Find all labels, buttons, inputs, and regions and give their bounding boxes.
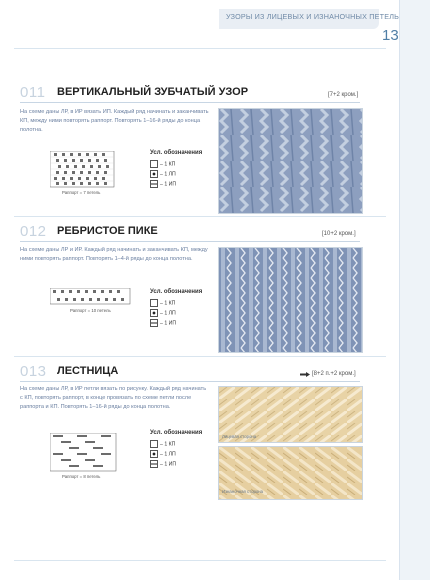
- purl-stitch-icon: [150, 460, 158, 468]
- section-011-legend-item: – 1 ИП: [150, 180, 176, 188]
- section-013-chart-caption: Раппорт = 8 петель: [62, 474, 101, 479]
- header-title: УЗОРЫ ИЗ ЛИЦЕВЫХ И ИЗНАНОЧНЫХ ПЕТЕЛЬ: [226, 12, 400, 21]
- knit-stitch-icon: [150, 450, 158, 458]
- section-013-rapport: [8+2 п.+2 кром.]: [312, 371, 356, 377]
- edge-stitch-icon: [150, 160, 158, 168]
- section-013-number: 013: [20, 363, 47, 380]
- section-013-legend-item: – 1 ИП: [150, 460, 176, 468]
- section-013-legend-item: – 1 КП: [150, 440, 175, 448]
- photo-label-back: Изнаночная сторона: [222, 489, 264, 494]
- edge-stitch-icon: [150, 440, 158, 448]
- section-012-legend-item: – 1 ЛП: [150, 309, 176, 317]
- section-011-description: На схеме даны ЛР, в ИР вязать ИП. Каждый ряд начинать и заканчивать КП, между ними повторять раппорт. Повторять 1–16-й ряды до конца полотна.: [20, 109, 209, 133]
- edge-stitch-icon: [150, 299, 158, 307]
- top-divider: [14, 48, 386, 49]
- knit-stitch-icon: [150, 170, 158, 178]
- section-012-rapport: [10+2 кром.]: [322, 231, 356, 237]
- section-012-photo: [218, 247, 363, 353]
- section-011-photo: [218, 108, 363, 214]
- arrow-right-icon: [300, 372, 310, 377]
- section-013-title: ЛЕСТНИЦА: [57, 365, 119, 377]
- section-012-description: На схеме даны ЛР и ИР. Каждый ряд начинать и заканчивать КП, между ними повторять раппорт. Повторять 1–4-й ряды до конца полотна.: [20, 247, 208, 262]
- section-011-number: 011: [20, 84, 46, 101]
- section-011-legend-item: – 1 КП: [150, 160, 175, 168]
- section-012-legend-title: Усл. обозначения: [150, 289, 203, 295]
- section-011-title: ВЕРТИКАЛЬНЫЙ ЗУБЧАТЫЙ УЗОР: [57, 86, 249, 98]
- knit-stitch-icon: [150, 309, 158, 317]
- section-011-chart-caption: Раппорт = 7 петель: [62, 190, 101, 195]
- section-divider: [14, 216, 386, 217]
- section-012-number: 012: [20, 223, 47, 240]
- section-011-legend-item: – 1 ЛП: [150, 170, 176, 178]
- section-013-chart: [50, 433, 118, 473]
- section-012-legend-item: – 1 КП: [150, 299, 175, 307]
- purl-stitch-icon: [150, 180, 158, 188]
- section-013-legend-title: Усл. обозначения: [150, 430, 203, 436]
- section-011-chart: [50, 151, 120, 189]
- section-divider: [14, 356, 386, 357]
- page-edge-strip: [399, 0, 430, 580]
- section-012-legend-item: – 1 ИП: [150, 319, 176, 327]
- section-012-title: РЕБРИСТОЕ ПИКЕ: [57, 225, 158, 237]
- bottom-divider: [14, 560, 386, 561]
- photo-label-front: Лицевая сторона: [222, 434, 257, 439]
- section-011-legend-title: Усл. обозначения: [150, 150, 203, 156]
- section-011-rapport: [7+2 кром.]: [328, 92, 359, 98]
- page-number: 13: [382, 27, 399, 44]
- section-012-chart-caption: Раппорт = 10 петель: [70, 308, 111, 313]
- section-013-legend-item: – 1 ЛП: [150, 450, 176, 458]
- section-013-description: На схеме даны ЛР, в ИР петли вязать по рисунку. Каждый ряд начинать с КП, повторять раппорт, в конце провязать по схеме петли после раппорта и КП. Повторять 1–16-й ряды до конца полотна.: [20, 386, 207, 410]
- purl-stitch-icon: [150, 319, 158, 327]
- section-012-chart: [50, 288, 132, 306]
